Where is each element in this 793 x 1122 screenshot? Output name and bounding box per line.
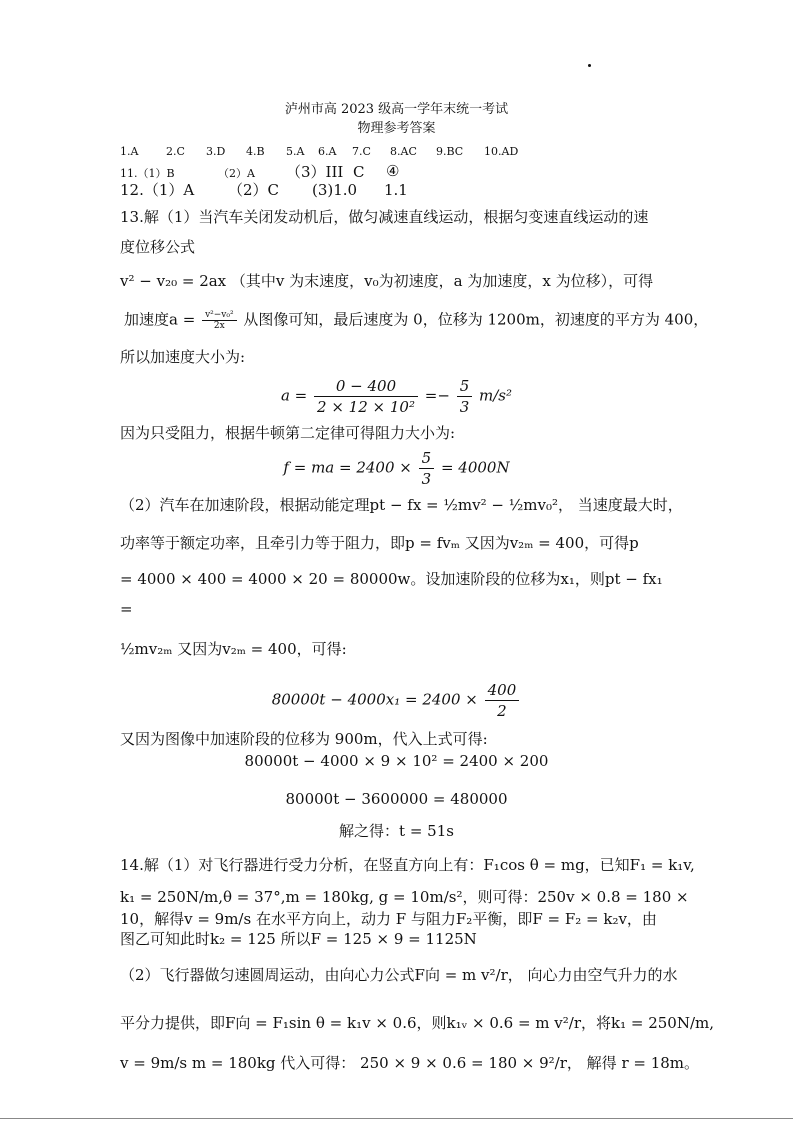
q13-part2-line2: 功率等于额定功率，且牵引力等于阻力，即p = fvₘ 又因为v₂ₘ = 400，可得p <box>120 534 639 552</box>
eq-a-small-num: 5 <box>457 376 473 397</box>
q11-part5: ④ <box>386 162 400 180</box>
accel-fraction-num: v²−v₀² <box>202 310 237 321</box>
equation-substituted: 80000t − 4000 × 9 × 10² = 2400 × 200 <box>244 752 549 770</box>
eq-work-num: 400 <box>485 680 520 701</box>
q13-part2-line5: ½mv₂ₘ 又因为v₂ₘ = 400，可得: <box>120 640 347 658</box>
eq-a-unit: m/s² <box>479 386 513 405</box>
equation-solution: 解之得：t = 51s <box>339 822 454 840</box>
q12-part3: (3)1.0 <box>312 181 358 199</box>
q13-part2-line3: = 4000 × 400 = 4000 × 20 = 80000w。设加速阶段的位移为x₁，则pt − fx₁ <box>120 570 663 588</box>
eq-f-rhs: = 4000N <box>440 458 510 477</box>
stray-dot <box>588 64 591 67</box>
eq-a-fraction <box>314 376 418 417</box>
q11-part1: 11.（1）B <box>120 167 175 180</box>
eq-work-lhs: 80000t − 4000x₁ = 2400 × <box>271 690 478 709</box>
q12-part2: （2）C <box>228 181 280 199</box>
q14-line1: 14.解（1）对飞行器进行受力分析，在竖直方向上有：F₁cos θ = mg，已知F₁ = k₁v, <box>120 856 695 874</box>
q13-formula-line: v² − v₂₀ = 2ax （其中v 为末速度，v₀为初速度，a 为加速度，x 为位移），可得 <box>120 272 654 290</box>
q14-line7: v = 9m/s m = 180kg 代入可得： 250 × 9 × 0.6 = 180 × 9²/r， 解得 r = 18m。 <box>120 1054 700 1072</box>
page-bottom-rule <box>0 1118 793 1119</box>
eq-a-small-den: 3 <box>459 398 470 416</box>
q11-part3: （3）III <box>286 163 344 181</box>
q14-line6: 平分力提供，即F向 = F₁sin θ = k₁v × 0.6，则k₁ᵥ × 0.6 = m v²/r，将k₁ = 250N/m, <box>120 1014 714 1032</box>
equation-force <box>0 448 793 489</box>
q14-line3: 10，解得v = 9m/s 在水平方向上，动力 F 与阻力F₂平衡，即F = F₂ = k₂v，由 <box>120 910 657 928</box>
answer-item: 6.A <box>318 145 337 158</box>
eq-work-den: 2 <box>497 702 507 720</box>
page-subtitle: 物理参考答案 <box>357 121 436 136</box>
eq-a-lhs: a = <box>280 386 308 405</box>
q13-part2-line1: （2）汽车在加速阶段，根据动能定理pt − fx = ½mv² − ½mv₀²， 当速度最大时， <box>120 496 683 514</box>
q13-accel-line2: 所以加速度大小为: <box>120 348 246 366</box>
accel-fraction <box>202 310 237 331</box>
answer-item: 8.AC <box>390 145 417 158</box>
q13-displacement-line: 又因为图像中加速阶段的位移为 900m，代入上式可得: <box>120 730 488 748</box>
eq-f-num: 5 <box>419 448 435 469</box>
q11-part4: C <box>353 163 365 181</box>
equation-acceleration <box>0 376 793 417</box>
q13-intro-line1: 13.解（1）当汽车关闭发动机后，做匀减速直线运动，根据匀变速直线运动的速 <box>120 208 649 226</box>
answer-item: 3.D <box>206 145 226 158</box>
eq-a-small-fraction <box>457 376 473 417</box>
eq-a-num: 0 − 400 <box>314 376 418 397</box>
q11-part2: （2）A <box>218 167 255 180</box>
eq-a-mid: =− <box>424 386 450 405</box>
q12-part4: 1.1 <box>384 181 408 199</box>
q13-acceleration-line <box>124 310 708 331</box>
q14-line4: 图乙可知此时k₂ = 125 所以F = 125 × 9 = 1125N <box>120 930 477 948</box>
equation-simplified: 80000t − 3600000 = 480000 <box>285 790 508 808</box>
accel-prefix: 加速度a = <box>124 310 196 329</box>
answer-item: 4.B <box>246 145 265 158</box>
answer-item: 5.A <box>286 145 305 158</box>
answer-item: 2.C <box>166 145 185 158</box>
q12-part1: 12.（1）A <box>120 181 195 199</box>
answer-item: 7.C <box>352 145 371 158</box>
answer-item: 1.A <box>120 145 139 158</box>
eq-a-den: 2 × 12 × 10² <box>317 398 415 416</box>
answer-item: 10.AD <box>484 145 519 158</box>
q13-part2-line4: = <box>120 600 133 618</box>
q14-line5: （2）飞行器做匀速圆周运动，由向心力公式F向 = m v²/r， 向心力由空气升力的水 <box>120 966 678 984</box>
accel-fraction-den: 2x <box>213 321 225 331</box>
q13-resistance-line: 因为只受阻力，根据牛顿第二定律可得阻力大小为: <box>120 424 456 442</box>
q13-intro-line2: 度位移公式 <box>120 238 196 256</box>
answer-item: 9.BC <box>436 145 464 158</box>
eq-work-fraction <box>485 680 520 721</box>
q14-line2: k₁ = 250N/m,θ = 37°,m = 180kg, g = 10m/s²，则可得：250v × 0.8 = 180 × <box>120 888 689 906</box>
eq-f-lhs: f = ma = 2400 × <box>283 458 412 477</box>
eq-f-fraction <box>419 448 435 489</box>
equation-work <box>0 680 793 721</box>
accel-text: 从图像可知，最后速度为 0，位移为 1200m，初速度的平方为 400， <box>243 310 709 329</box>
eq-f-den: 3 <box>421 470 432 488</box>
page-title: 泸州市高 2023 级高一学年末统一考试 <box>284 102 509 117</box>
